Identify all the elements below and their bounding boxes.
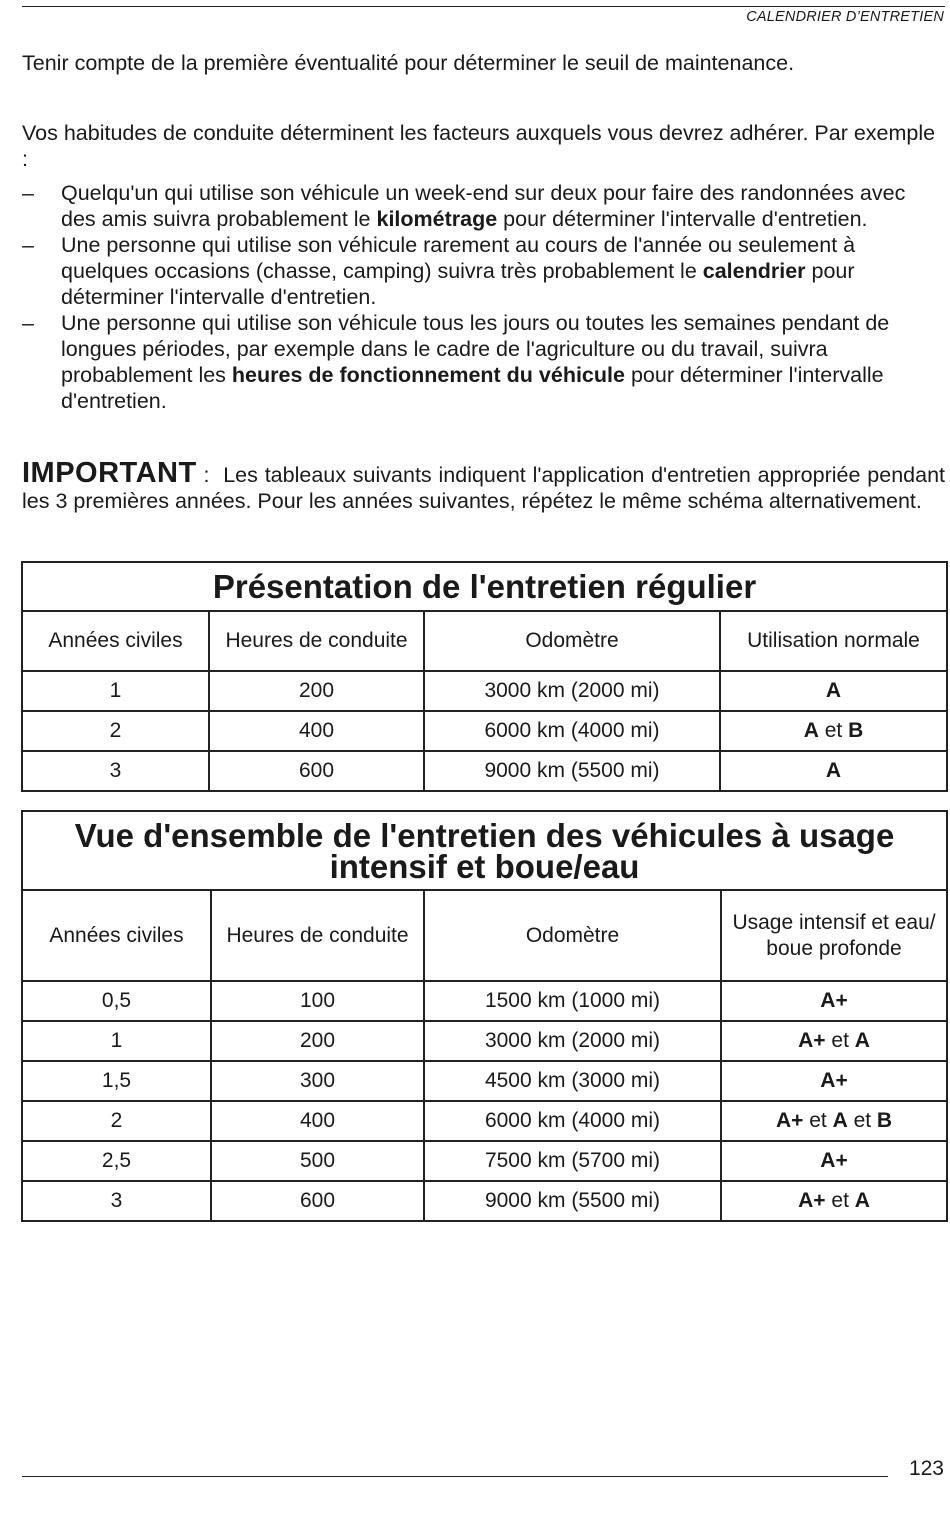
cell-hours: 400 (209, 711, 424, 751)
cell-service (721, 1141, 947, 1181)
service-code: A (854, 1029, 870, 1052)
table-row (22, 981, 947, 1021)
example-emphasis: calendrier (702, 259, 806, 283)
example-text-end: pour déterminer l'intervalle d'entretien. (61, 363, 884, 413)
table-row (22, 1181, 947, 1221)
important-paragraph (22, 457, 945, 514)
cell-odometer: 4500 km (3000 mi) (424, 1061, 721, 1101)
intro-paragraph-2: Vos habitudes de conduite déterminent les facteurs auxquels vous devrez adhérer. Par exemple : (22, 121, 936, 171)
cell-odometer: 9000 km (5500 mi) (424, 751, 720, 791)
cell-service (720, 711, 947, 751)
regular-table-title: Présentation de l'entretien régulier (22, 562, 947, 611)
service-conjunction: et (803, 1109, 833, 1132)
table-row (22, 1141, 947, 1181)
cell-service (721, 1021, 947, 1061)
example-text-end: pour déterminer l'intervalle d'entretien. (61, 259, 855, 309)
column-header: Heures de conduite (211, 890, 424, 981)
service-code: A+ (798, 1029, 826, 1052)
service-code: A (854, 1189, 870, 1212)
service-code: A+ (820, 1069, 848, 1092)
service-code: B (876, 1109, 893, 1132)
example-item (22, 180, 945, 232)
service-code: A (803, 719, 819, 742)
important-separator: : (196, 463, 210, 487)
cell-hours: 300 (211, 1061, 424, 1101)
column-header: Utilisation normale (720, 611, 947, 671)
example-emphasis: heures de fonctionnement du véhicule (231, 363, 625, 387)
important-text: Les tableaux suivants indiquent l'application d'entretien appropriée pendant les 3 premières années. Pour les années suivantes, répétez le même schéma alternativement. (22, 463, 945, 513)
table-row (22, 1101, 947, 1141)
service-conjunction: et (847, 1109, 877, 1132)
column-header: Années civiles (22, 890, 211, 981)
cell-year: 3 (22, 751, 209, 791)
column-header: Années civiles (22, 611, 209, 671)
examples-list (22, 180, 945, 414)
table-row (22, 1061, 947, 1101)
service-code: B (848, 719, 864, 742)
table-row (22, 671, 947, 711)
cell-odometer: 9000 km (5500 mi) (424, 1181, 721, 1221)
cell-hours: 600 (209, 751, 424, 791)
cell-year: 2,5 (22, 1141, 211, 1181)
cell-hours: 200 (209, 671, 424, 711)
example-item (22, 232, 945, 310)
service-code: A+ (820, 1149, 848, 1172)
footer-rule (22, 1476, 888, 1477)
service-code: A (832, 1109, 848, 1132)
intensive-table-title: Vue d'ensemble de l'entretien des véhicules à usage intensif et boue/eau (22, 811, 947, 890)
page-number: 123 (908, 1457, 944, 1480)
cell-service (721, 1181, 947, 1221)
regular-table-header-row (22, 611, 947, 671)
service-code: A+ (820, 989, 848, 1012)
list-dash: – (22, 181, 34, 205)
cell-odometer: 3000 km (2000 mi) (424, 1021, 721, 1061)
regular-maintenance-table (21, 561, 948, 792)
cell-year: 1,5 (22, 1061, 211, 1101)
cell-odometer: 1500 km (1000 mi) (424, 981, 721, 1021)
service-code: A (825, 679, 842, 702)
intro-paragraph-1: Tenir compte de la première éventualité pour déterminer le seuil de maintenance. (22, 51, 795, 75)
intensive-maintenance-table (21, 810, 948, 1222)
column-header: Usage intensif et eau/ boue profonde (721, 890, 947, 981)
service-conjunction: et (825, 1189, 855, 1212)
table-row (22, 751, 947, 791)
list-dash: – (22, 311, 34, 335)
service-conjunction: et (825, 1029, 855, 1052)
cell-year: 2 (22, 711, 209, 751)
header-rule (22, 6, 945, 7)
example-text: Une personne qui utilise son véhicule rarement au cours de l'année ou seulement à quelques occasions (chasse, camping) suivra très probablement le (61, 233, 856, 283)
cell-year: 1 (22, 1021, 211, 1061)
cell-odometer: 6000 km (4000 mi) (424, 711, 720, 751)
cell-hours: 600 (211, 1181, 424, 1221)
cell-year: 1 (22, 671, 209, 711)
cell-service (721, 981, 947, 1021)
cell-odometer: 6000 km (4000 mi) (424, 1101, 721, 1141)
cell-service (721, 1061, 947, 1101)
section-header: CALENDRIER D’ENTRETIEN (746, 9, 944, 25)
list-dash: – (22, 233, 34, 257)
cell-service (720, 671, 947, 711)
column-header: Odomètre (424, 890, 721, 981)
cell-hours: 500 (211, 1141, 424, 1181)
example-item (22, 310, 945, 414)
example-text: Une personne qui utilise son véhicule tous les jours ou toutes les semaines pendant de longues périodes, par exemple dans le cadre de l'agriculture ou du travail, suivra probablement les (61, 311, 890, 387)
example-text: Quelqu'un qui utilise son véhicule un week-end sur deux pour faire des randonnées avec des amis suivra probablement le (61, 181, 906, 231)
cell-odometer: 3000 km (2000 mi) (424, 671, 720, 711)
table-row (22, 1021, 947, 1061)
cell-year: 0,5 (22, 981, 211, 1021)
important-label: IMPORTANT (22, 457, 197, 489)
service-code: A (825, 759, 842, 782)
cell-hours: 400 (211, 1101, 424, 1141)
example-emphasis: kilométrage (376, 207, 498, 231)
cell-year: 2 (22, 1101, 211, 1141)
table-row (22, 711, 947, 751)
column-header: Odomètre (424, 611, 720, 671)
cell-hours: 200 (211, 1021, 424, 1061)
cell-year: 3 (22, 1181, 211, 1221)
intensive-table-header-row (22, 890, 947, 981)
column-header: Heures de conduite (209, 611, 424, 671)
cell-hours: 100 (211, 981, 424, 1021)
cell-odometer: 7500 km (5700 mi) (424, 1141, 721, 1181)
service-code: A+ (798, 1189, 826, 1212)
service-conjunction: et (818, 719, 849, 742)
cell-service (721, 1101, 947, 1141)
service-code: A+ (775, 1109, 804, 1132)
example-text-end: pour déterminer l'intervalle d'entretien. (497, 207, 868, 231)
cell-service (720, 751, 947, 791)
